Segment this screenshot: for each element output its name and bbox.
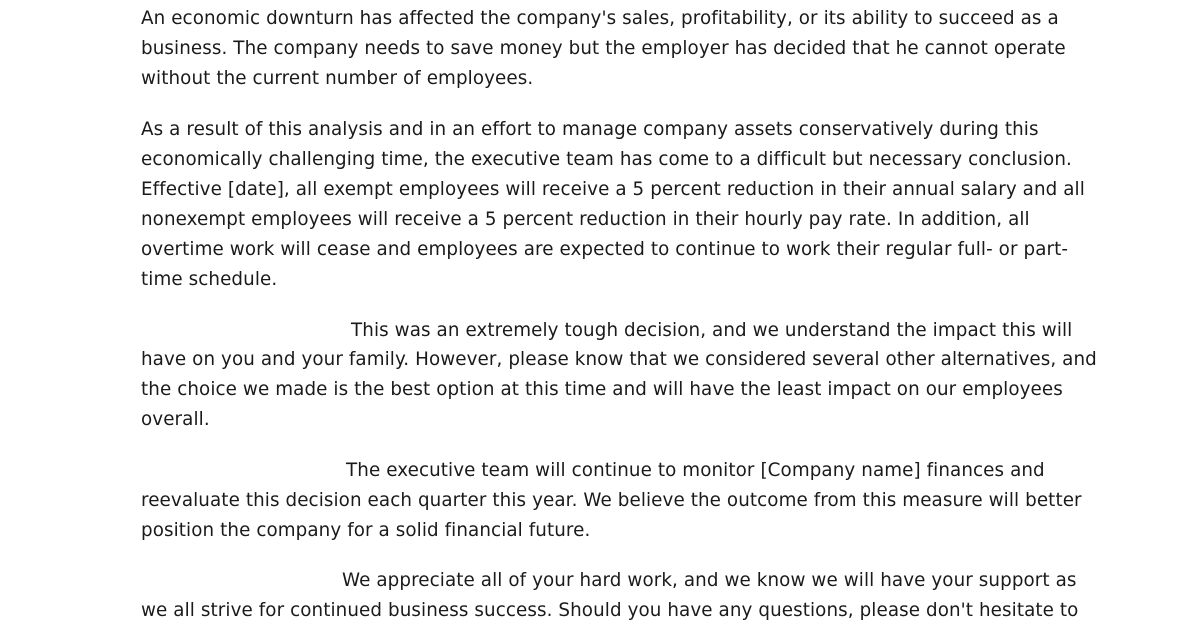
- text-line: time schedule.: [141, 269, 278, 290]
- text-line: the choice we made is the best option at this time and will have the least impact on our employees: [141, 379, 1063, 400]
- text-line: position the company for a solid financial future.: [141, 520, 591, 541]
- text-line: An economic downturn has affected the company's sales, profitability, or its ability to succeed as a: [141, 8, 1059, 29]
- text-line: overtime work will cease and employees are expected to continue to work their regular full- or part-: [141, 239, 1069, 260]
- text-line: economically challenging time, the executive team has come to a difficult but necessary conclusion.: [141, 149, 1072, 170]
- text-line: business. The company needs to save money but the employer has decided that he cannot operate: [141, 38, 1066, 59]
- text-line: The executive team will continue to monitor [Company name] finances and: [346, 460, 1045, 481]
- text-line: have on you and your family. However, please know that we considered several other alternatives, and: [141, 349, 1097, 370]
- text-line: we all strive for continued business success. Should you have any questions, please don't hesitate to: [141, 600, 1079, 621]
- text-line: without the current number of employees.: [141, 68, 534, 89]
- text-line: This was an extremely tough decision, and we understand the impact this will: [351, 320, 1073, 341]
- text-line: Effective [date], all exempt employees will receive a 5 percent reduction in their annual salary and all: [141, 179, 1085, 200]
- text-line: We appreciate all of your hard work, and we know we will have your support as: [342, 570, 1077, 591]
- text-line: reevaluate this decision each quarter this year. We believe the outcome from this measure will better: [141, 490, 1082, 511]
- text-line: As a result of this analysis and in an effort to manage company assets conservatively during this: [141, 119, 1039, 140]
- text-line: overall.: [141, 409, 210, 430]
- text-line: nonexempt employees will receive a 5 percent reduction in their hourly pay rate. In addition, all: [141, 209, 1030, 230]
